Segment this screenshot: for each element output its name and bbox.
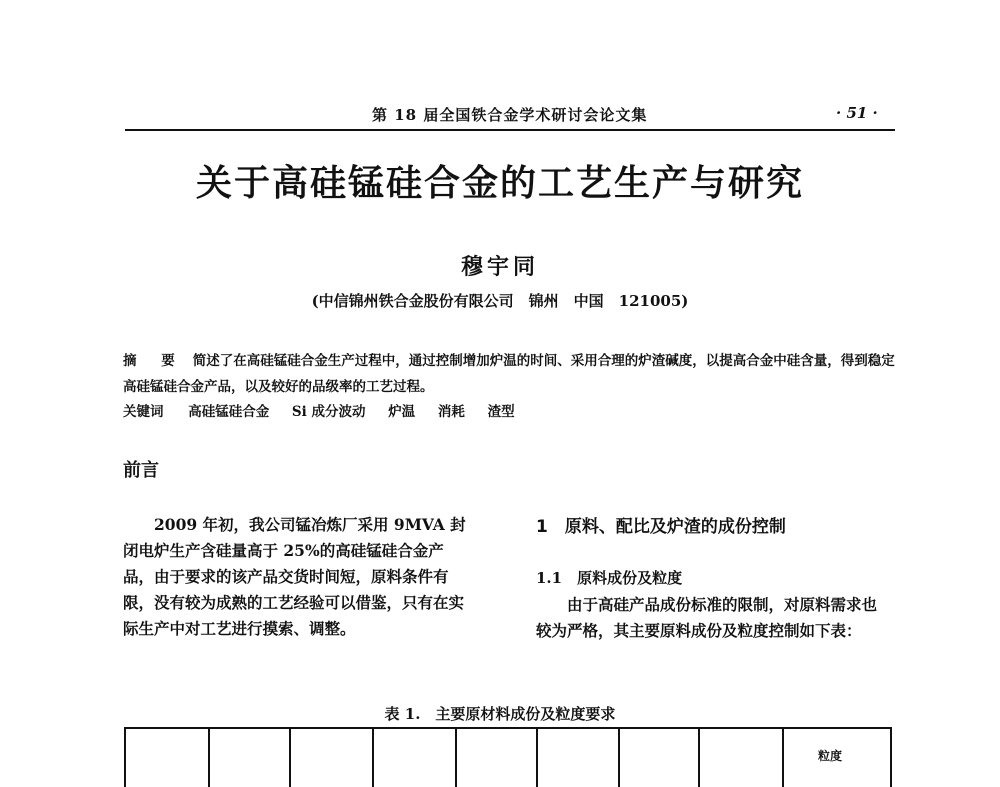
preface-heading: 前言 <box>123 460 159 481</box>
keyword: 消耗 <box>437 404 465 420</box>
table-column-divider <box>782 727 784 787</box>
preface-paragraph: 2009 年初，我公司锰冶炼厂采用 9MVA 封闭电炉生产含硅量高于 25%的高硅锰硅合金产品，由于要求的该产品交货时间短，原料条件有限，没有较为成熟的工艺经验可以借鉴，只有在实际生产中对工艺进行摸索、调整。 <box>123 515 466 638</box>
keyword: Si 成分波动 <box>291 404 366 420</box>
section-1-heading: 1 原料、配比及炉渣的成份控制 <box>536 517 786 537</box>
table-header-cell: 粒度 <box>818 749 843 763</box>
abstract-label: 摘 要 <box>123 353 185 369</box>
table-caption: 表 1. 主要原材料成份及粒度要求 <box>384 705 616 723</box>
abstract <box>123 348 898 400</box>
header-rule <box>125 129 895 131</box>
section-1-1-heading: 1.1 原料成份及粒度 <box>536 569 683 587</box>
page-number: · 51 · <box>836 104 878 122</box>
running-header: 第 18 届全国铁合金学术研讨会论文集 <box>372 106 648 124</box>
table-column-divider <box>618 727 620 787</box>
keyword: 炉温 <box>388 404 416 420</box>
table-column-divider <box>208 727 210 787</box>
affiliation: (中信锦州铁合金股份有限公司 锦州 中国 121005) <box>311 292 689 310</box>
table-1 <box>124 727 892 787</box>
keyword: 高硅锰硅合金 <box>188 404 270 420</box>
author: 穆宇同 <box>460 254 539 280</box>
table-column-divider <box>372 727 374 787</box>
keyword: 渣型 <box>487 404 515 420</box>
table-column-divider <box>536 727 538 787</box>
table-column-divider <box>455 727 457 787</box>
table-column-divider <box>289 727 291 787</box>
table-column-divider <box>698 727 700 787</box>
keywords-label: 关键词 <box>123 404 164 420</box>
section-1-1-paragraph: 由于高硅产品成份标准的限制，对原料需求也较为严格，其主要原料成份及粒度控制如下表： <box>536 595 878 640</box>
keywords <box>123 400 533 420</box>
paper-title: 关于高硅锰硅合金的工艺生产与研究 <box>195 163 804 204</box>
abstract-text: 简述了在高硅锰硅合金生产过程中，通过控制增加炉温的时间、采用合理的炉渣碱度，以提高合金中硅含量，得到稳定高硅锰硅合金产品，以及较好的品级率的工艺过程。 <box>123 353 895 395</box>
